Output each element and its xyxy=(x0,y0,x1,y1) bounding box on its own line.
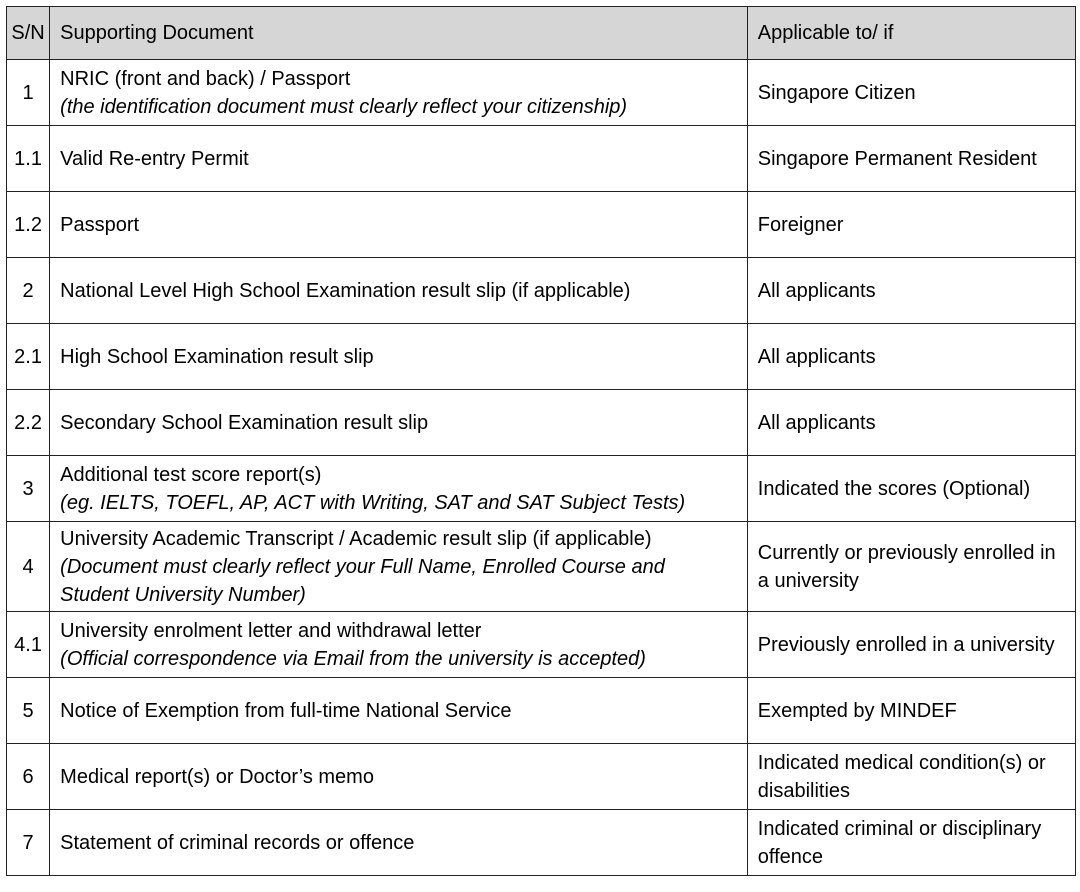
document-name: National Level High School Examination result slip (if applicable) xyxy=(60,279,631,302)
document-name: Passport xyxy=(60,213,140,236)
cell-applicable: Currently or previously enrolled in a university xyxy=(747,522,1075,612)
document-note: (eg. IELTS, TOEFL, AP, ACT with Writing, SAT and SAT Subject Tests) xyxy=(60,491,686,514)
cell-applicable: Indicated medical condition(s) or disabilities xyxy=(747,744,1075,810)
cell-applicable: All applicants xyxy=(747,258,1075,324)
table-body xyxy=(7,60,1076,876)
cell-applicable: Exempted by MINDEF xyxy=(747,678,1075,744)
cell-document xyxy=(50,678,748,744)
header-sn: S/N xyxy=(7,7,50,60)
table-row xyxy=(7,324,1076,390)
cell-sn: 4.1 xyxy=(7,612,50,678)
cell-applicable: Singapore Permanent Resident xyxy=(747,126,1075,192)
cell-sn: 1.2 xyxy=(7,192,50,258)
table-row xyxy=(7,60,1076,126)
document-note: (the identification document must clearly reflect your citizenship) xyxy=(60,95,628,118)
table-row xyxy=(7,678,1076,744)
cell-applicable: All applicants xyxy=(747,324,1075,390)
cell-sn: 2.1 xyxy=(7,324,50,390)
cell-sn: 4 xyxy=(7,522,50,612)
document-name: University enrolment letter and withdrawal letter xyxy=(60,619,482,642)
cell-applicable: Previously enrolled in a university xyxy=(747,612,1075,678)
cell-applicable: Indicated the scores (Optional) xyxy=(747,456,1075,522)
table-row xyxy=(7,744,1076,810)
supporting-documents-table xyxy=(6,6,1076,876)
cell-document xyxy=(50,126,748,192)
document-name: High School Examination result slip xyxy=(60,345,374,368)
cell-document xyxy=(50,456,748,522)
table-row xyxy=(7,522,1076,612)
cell-document xyxy=(50,192,748,258)
cell-sn: 1.1 xyxy=(7,126,50,192)
cell-document xyxy=(50,522,748,612)
document-name: Medical report(s) or Doctor’s memo xyxy=(60,765,374,788)
cell-document xyxy=(50,258,748,324)
cell-sn: 1 xyxy=(7,60,50,126)
cell-sn: 5 xyxy=(7,678,50,744)
document-note: (Document must clearly reflect your Full Name, Enrolled Course and Student University Number) xyxy=(60,555,665,606)
header-row xyxy=(7,7,1076,60)
cell-sn: 2.2 xyxy=(7,390,50,456)
table-row xyxy=(7,258,1076,324)
cell-sn: 7 xyxy=(7,810,50,876)
cell-document xyxy=(50,324,748,390)
table-row xyxy=(7,390,1076,456)
document-name: Notice of Exemption from full-time National Service xyxy=(60,699,512,722)
cell-sn: 3 xyxy=(7,456,50,522)
table-row xyxy=(7,192,1076,258)
table-row xyxy=(7,810,1076,876)
document-name: University Academic Transcript / Academic result slip (if applicable) xyxy=(60,527,652,550)
header-applicable: Applicable to/ if xyxy=(747,7,1075,60)
cell-sn: 2 xyxy=(7,258,50,324)
cell-applicable: Indicated criminal or disciplinary offence xyxy=(747,810,1075,876)
table-row xyxy=(7,456,1076,522)
document-name: Statement of criminal records or offence xyxy=(60,831,415,854)
cell-document xyxy=(50,390,748,456)
header-supporting-document: Supporting Document xyxy=(50,7,748,60)
cell-sn: 6 xyxy=(7,744,50,810)
cell-applicable: Foreigner xyxy=(747,192,1075,258)
table-row xyxy=(7,126,1076,192)
cell-document xyxy=(50,60,748,126)
cell-applicable: Singapore Citizen xyxy=(747,60,1075,126)
document-name: Secondary School Examination result slip xyxy=(60,411,429,434)
cell-document xyxy=(50,810,748,876)
document-name: Additional test score report(s) xyxy=(60,463,322,486)
document-name: Valid Re-entry Permit xyxy=(60,147,249,170)
cell-applicable: All applicants xyxy=(747,390,1075,456)
table-row xyxy=(7,612,1076,678)
document-note: (Official correspondence via Email from the university is accepted) xyxy=(60,647,646,670)
cell-document xyxy=(50,744,748,810)
document-name: NRIC (front and back) / Passport xyxy=(60,67,351,90)
cell-document xyxy=(50,612,748,678)
table-header xyxy=(7,7,1076,60)
